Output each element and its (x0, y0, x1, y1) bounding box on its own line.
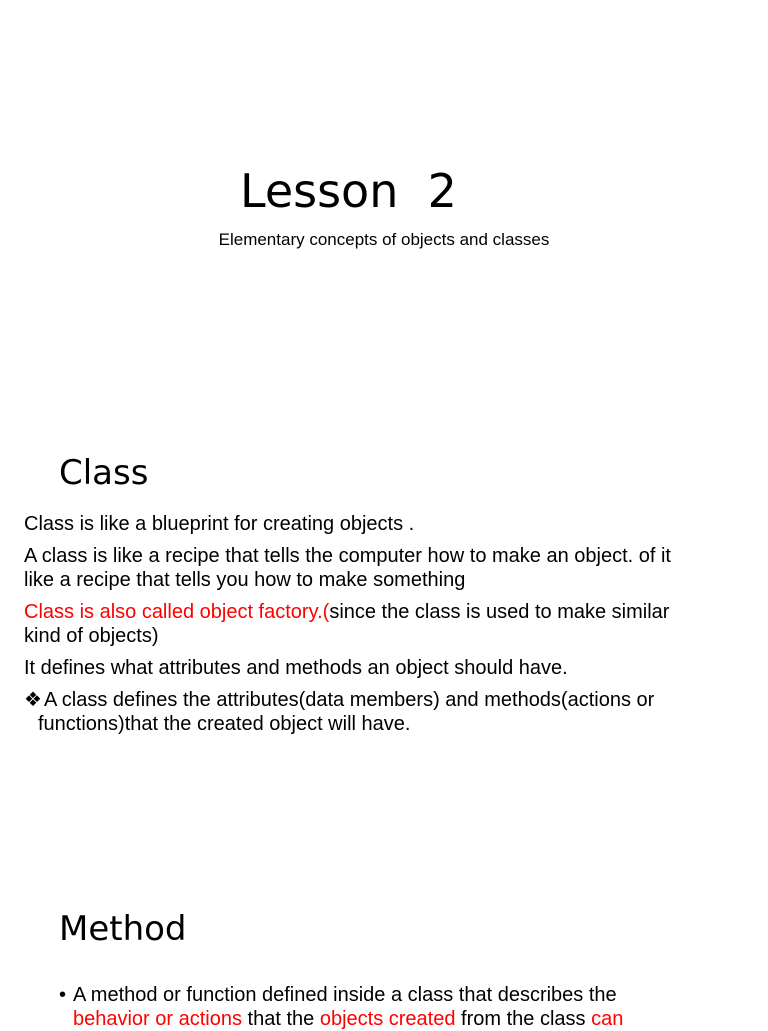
class-bullet-definition (24, 688, 724, 736)
lesson-title: Lesson 2 (240, 164, 457, 218)
lesson-subtitle: Elementary concepts of objects and classes (218, 230, 550, 249)
class-bullet-definition-line1: A class defines the attributes(data members) and methods(actions or (44, 689, 655, 711)
class-paragraph-attributes (24, 656, 724, 680)
method-bullet-line2 (59, 1007, 739, 1031)
objects-created-highlight: objects created (319, 1008, 456, 1030)
class-paragraph-recipe (24, 544, 724, 592)
class-paragraph-factory-line2: kind of objects) (24, 625, 159, 647)
diamond-bullet-icon: ❖ (24, 689, 42, 711)
class-paragraph-blueprint (24, 512, 724, 536)
bullet-icon: • (59, 984, 67, 1006)
class-paragraph-recipe-line2: like a recipe that tells you how to make something (24, 569, 466, 591)
class-heading: Class (59, 453, 149, 493)
behavior-highlight: behavior or actions (73, 1008, 242, 1030)
class-paragraph-factory (24, 600, 724, 648)
object-factory-highlight: Class is also called object factory.( (24, 601, 330, 623)
method-bullet-line1: A method or function defined inside a class that describes the (73, 984, 617, 1006)
method-bullet-mid2: from the class (455, 1008, 592, 1030)
method-bullet-mid1: that the (241, 1008, 320, 1030)
class-bullet-definition-line2: functions)that the created object will have. (38, 713, 411, 735)
method-heading: Method (59, 909, 187, 949)
can-highlight: can (591, 1008, 624, 1030)
class-paragraph-blueprint-text: Class is like a blueprint for creating objects . (24, 513, 415, 535)
class-paragraph-factory-rest: since the class is used to make similar (329, 601, 670, 623)
class-paragraph-recipe-line1: A class is like a recipe that tells the computer how to make an object. of it (24, 545, 671, 567)
class-paragraph-attributes-text: It defines what attributes and methods an object should have. (24, 657, 568, 679)
